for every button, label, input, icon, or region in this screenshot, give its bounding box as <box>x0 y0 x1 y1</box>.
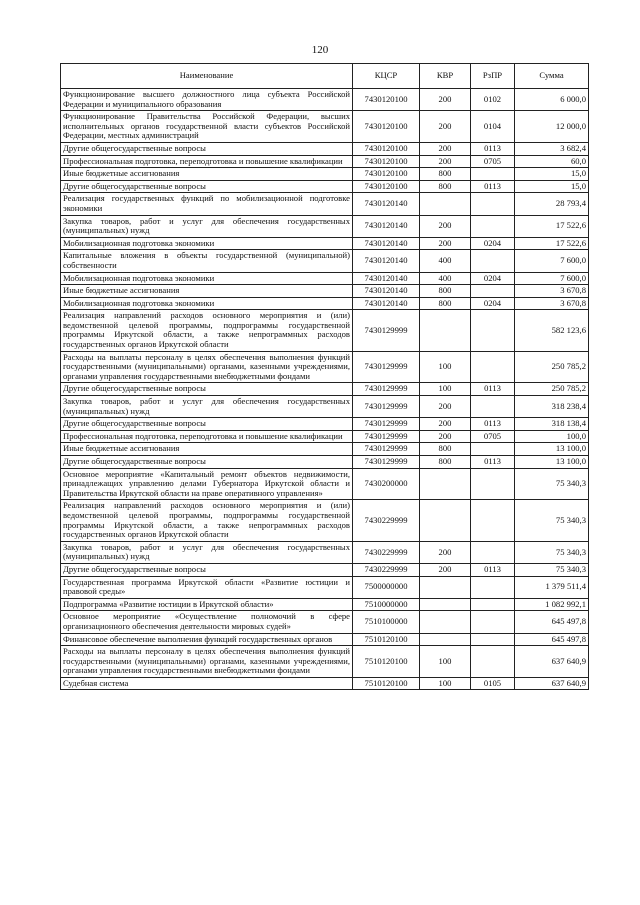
cell-kcsr: 7510120100 <box>353 633 420 646</box>
table-row <box>61 250 589 272</box>
cell-rzpr: 0705 <box>471 155 515 168</box>
table-row <box>61 611 589 633</box>
cell-rzpr <box>471 541 515 563</box>
cell-name: Закупка товаров, работ и услуг для обеспечения государственных (муниципальных) нужд <box>61 541 353 563</box>
cell-kcsr: 7430120140 <box>353 193 420 215</box>
cell-rzpr: 0113 <box>471 418 515 431</box>
cell-name: Расходы на выплаты персоналу в целях обеспечения выполнения функций государственными (муниципальными) органами, казенными учреждениями, органами управления государственными внебюджетными фондами <box>61 351 353 383</box>
cell-kcsr: 7430120100 <box>353 142 420 155</box>
cell-kcsr: 7430120140 <box>353 250 420 272</box>
cell-name: Иные бюджетные ассигнования <box>61 285 353 298</box>
page-number: 120 <box>311 44 329 56</box>
cell-sum: 1 379 511,4 <box>515 576 589 598</box>
table-row <box>61 310 589 351</box>
cell-kvr: 100 <box>420 646 471 678</box>
cell-rzpr: 0113 <box>471 563 515 576</box>
cell-kvr: 800 <box>420 297 471 310</box>
cell-kcsr: 7430120140 <box>353 272 420 285</box>
cell-kcsr: 7510120100 <box>353 646 420 678</box>
cell-name: Мобилизационная подготовка экономики <box>61 297 353 310</box>
cell-kcsr: 7430129999 <box>353 456 420 469</box>
cell-kcsr: 7430120140 <box>353 285 420 298</box>
cell-name: Реализация направлений расходов основного мероприятия и (или) ведомственной целевой программы, подпрограммы государственной программы Иркутской области, а также непрограммных расходов государственных органов Иркутской области <box>61 310 353 351</box>
cell-rzpr <box>471 633 515 646</box>
cell-name: Реализация государственных функций по мобилизационной подготовке экономики <box>61 193 353 215</box>
table-row <box>61 155 589 168</box>
cell-sum: 7 600,0 <box>515 250 589 272</box>
cell-kvr <box>420 310 471 351</box>
table-row <box>61 443 589 456</box>
cell-kcsr: 7430129999 <box>353 443 420 456</box>
cell-sum: 250 785,2 <box>515 351 589 383</box>
cell-kcsr: 7430229999 <box>353 563 420 576</box>
cell-name: Закупка товаров, работ и услуг для обеспечения государственных (муниципальных) нужд <box>61 215 353 237</box>
cell-rzpr: 0113 <box>471 142 515 155</box>
table-row <box>61 418 589 431</box>
cell-sum: 75 340,3 <box>515 541 589 563</box>
cell-kvr: 800 <box>420 443 471 456</box>
cell-sum: 6 000,0 <box>515 89 589 111</box>
cell-sum: 645 497,8 <box>515 611 589 633</box>
cell-rzpr <box>471 646 515 678</box>
table-row <box>61 351 589 383</box>
cell-kcsr: 7430120100 <box>353 155 420 168</box>
cell-kcsr: 7500000000 <box>353 576 420 598</box>
cell-name: Иные бюджетные ассигнования <box>61 168 353 181</box>
cell-kvr <box>420 468 471 500</box>
cell-kcsr: 7430120100 <box>353 111 420 143</box>
cell-kvr: 800 <box>420 285 471 298</box>
cell-rzpr <box>471 250 515 272</box>
table-row <box>61 541 589 563</box>
cell-rzpr <box>471 396 515 418</box>
table-row <box>61 383 589 396</box>
cell-sum: 318 138,4 <box>515 418 589 431</box>
cell-sum: 3 670,8 <box>515 285 589 298</box>
cell-sum: 582 123,6 <box>515 310 589 351</box>
cell-rzpr <box>471 468 515 500</box>
cell-kcsr: 7510100000 <box>353 611 420 633</box>
cell-name: Реализация направлений расходов основного мероприятия и (или) ведомственной целевой программы, подпрограммы государственной программы Иркутской области, а также непрограммных расходов государственных органов Иркутской области <box>61 500 353 541</box>
table-row <box>61 142 589 155</box>
cell-sum: 318 238,4 <box>515 396 589 418</box>
table-row <box>61 633 589 646</box>
cell-sum: 1 082 992,1 <box>515 598 589 611</box>
cell-kcsr: 7510000000 <box>353 598 420 611</box>
cell-kcsr: 7430129999 <box>353 351 420 383</box>
cell-name: Профессиональная подготовка, переподготовка и повышение квалификации <box>61 430 353 443</box>
cell-kvr: 800 <box>420 180 471 193</box>
cell-name: Функционирование высшего должностного лица субъекта Российской Федерации и муниципального образования <box>61 89 353 111</box>
cell-rzpr: 0113 <box>471 180 515 193</box>
cell-sum: 75 340,3 <box>515 500 589 541</box>
cell-name: Государственная программа Иркутской области «Развитие юстиции и правовой среды» <box>61 576 353 598</box>
cell-rzpr <box>471 598 515 611</box>
table-row <box>61 456 589 469</box>
table-row <box>61 677 589 690</box>
cell-rzpr <box>471 611 515 633</box>
cell-kvr <box>420 598 471 611</box>
table-row <box>61 430 589 443</box>
cell-kvr: 200 <box>420 237 471 250</box>
table-row <box>61 297 589 310</box>
table-row <box>61 111 589 143</box>
table-row <box>61 563 589 576</box>
cell-rzpr <box>471 310 515 351</box>
cell-name: Другие общегосударственные вопросы <box>61 142 353 155</box>
table-row <box>61 500 589 541</box>
cell-kvr <box>420 611 471 633</box>
cell-sum: 250 785,2 <box>515 383 589 396</box>
cell-name: Другие общегосударственные вопросы <box>61 383 353 396</box>
cell-kvr <box>420 576 471 598</box>
cell-rzpr: 0113 <box>471 456 515 469</box>
cell-sum: 645 497,8 <box>515 633 589 646</box>
table-row <box>61 468 589 500</box>
cell-kvr: 200 <box>420 396 471 418</box>
column-header-kcsr: КЦСР <box>353 64 420 89</box>
cell-name: Расходы на выплаты персоналу в целях обеспечения выполнения функций государственными (муниципальными) органами, казенными учреждениями, органами управления государственными внебюджетными фондами <box>61 646 353 678</box>
cell-kvr: 200 <box>420 111 471 143</box>
cell-kvr <box>420 193 471 215</box>
cell-kcsr: 7430120100 <box>353 180 420 193</box>
cell-kvr: 100 <box>420 351 471 383</box>
cell-kcsr: 7430129999 <box>353 396 420 418</box>
cell-kvr: 800 <box>420 168 471 181</box>
cell-name: Другие общегосударственные вопросы <box>61 180 353 193</box>
column-header-kvr: КВР <box>420 64 471 89</box>
table-row <box>61 396 589 418</box>
cell-kvr <box>420 500 471 541</box>
cell-sum: 15,0 <box>515 168 589 181</box>
table-row <box>61 193 589 215</box>
cell-rzpr <box>471 576 515 598</box>
column-header-sum: Сумма <box>515 64 589 89</box>
cell-kvr: 400 <box>420 250 471 272</box>
cell-rzpr <box>471 443 515 456</box>
cell-rzpr: 0104 <box>471 111 515 143</box>
cell-sum: 15,0 <box>515 180 589 193</box>
cell-rzpr <box>471 351 515 383</box>
cell-kcsr: 7430229999 <box>353 500 420 541</box>
cell-name: Капитальные вложения в объекты государственной (муниципальной) собственности <box>61 250 353 272</box>
cell-kvr: 200 <box>420 215 471 237</box>
table-row <box>61 598 589 611</box>
cell-kvr <box>420 633 471 646</box>
cell-kcsr: 7430200000 <box>353 468 420 500</box>
cell-sum: 60,0 <box>515 155 589 168</box>
cell-name: Судебная система <box>61 677 353 690</box>
cell-kcsr: 7430229999 <box>353 541 420 563</box>
cell-kcsr: 7510120100 <box>353 677 420 690</box>
cell-kcsr: 7430120100 <box>353 89 420 111</box>
table-row <box>61 237 589 250</box>
cell-sum: 100,0 <box>515 430 589 443</box>
cell-kvr: 100 <box>420 677 471 690</box>
cell-name: Мобилизационная подготовка экономики <box>61 272 353 285</box>
cell-kvr: 200 <box>420 142 471 155</box>
cell-sum: 637 640,9 <box>515 677 589 690</box>
cell-sum: 13 100,0 <box>515 456 589 469</box>
cell-rzpr <box>471 285 515 298</box>
cell-sum: 17 522,6 <box>515 215 589 237</box>
cell-sum: 3 670,8 <box>515 297 589 310</box>
budget-table <box>60 63 589 690</box>
table-row <box>61 89 589 111</box>
cell-rzpr: 0204 <box>471 272 515 285</box>
table-row <box>61 168 589 181</box>
cell-sum: 28 793,4 <box>515 193 589 215</box>
cell-kcsr: 7430120100 <box>353 168 420 181</box>
cell-sum: 637 640,9 <box>515 646 589 678</box>
cell-rzpr <box>471 500 515 541</box>
cell-kvr: 200 <box>420 563 471 576</box>
cell-name: Основное мероприятие «Осуществление полномочий в сфере организационного обеспечения деятельности мировых судей» <box>61 611 353 633</box>
cell-rzpr: 0113 <box>471 383 515 396</box>
cell-sum: 75 340,3 <box>515 468 589 500</box>
table-row <box>61 285 589 298</box>
cell-rzpr: 0204 <box>471 297 515 310</box>
cell-kvr: 200 <box>420 418 471 431</box>
cell-rzpr: 0204 <box>471 237 515 250</box>
cell-name: Другие общегосударственные вопросы <box>61 456 353 469</box>
table-row <box>61 180 589 193</box>
cell-rzpr <box>471 193 515 215</box>
cell-rzpr: 0105 <box>471 677 515 690</box>
cell-kcsr: 7430120140 <box>353 215 420 237</box>
cell-kcsr: 7430120140 <box>353 237 420 250</box>
table-row <box>61 272 589 285</box>
cell-rzpr <box>471 168 515 181</box>
cell-kcsr: 7430129999 <box>353 383 420 396</box>
cell-kvr: 200 <box>420 541 471 563</box>
table-row <box>61 215 589 237</box>
cell-sum: 7 600,0 <box>515 272 589 285</box>
cell-kcsr: 7430129999 <box>353 418 420 431</box>
cell-kvr: 200 <box>420 155 471 168</box>
table-row <box>61 576 589 598</box>
cell-name: Основное мероприятие «Капитальный ремонт объектов недвижимости, принадлежащих управлению делами Губернатора Иркутской области и Правительства Иркутской области на праве оперативного управления» <box>61 468 353 500</box>
cell-kcsr: 7430129999 <box>353 430 420 443</box>
cell-sum: 17 522,6 <box>515 237 589 250</box>
cell-kcsr: 7430129999 <box>353 310 420 351</box>
cell-kvr: 200 <box>420 89 471 111</box>
cell-name: Закупка товаров, работ и услуг для обеспечения государственных (муниципальных) нужд <box>61 396 353 418</box>
cell-kvr: 100 <box>420 383 471 396</box>
cell-name: Иные бюджетные ассигнования <box>61 443 353 456</box>
cell-name: Функционирование Правительства Российской Федерации, высших исполнительных органов государственной власти субъектов Российской Федерации, местных администраций <box>61 111 353 143</box>
column-header-rzpr: РзПР <box>471 64 515 89</box>
cell-sum: 13 100,0 <box>515 443 589 456</box>
table-header-row <box>61 64 589 89</box>
cell-sum: 75 340,3 <box>515 563 589 576</box>
cell-sum: 12 000,0 <box>515 111 589 143</box>
cell-kvr: 800 <box>420 456 471 469</box>
cell-rzpr: 0102 <box>471 89 515 111</box>
cell-name: Подпрограмма «Развитие юстиции в Иркутской области» <box>61 598 353 611</box>
cell-name: Другие общегосударственные вопросы <box>61 418 353 431</box>
cell-kvr: 200 <box>420 430 471 443</box>
cell-rzpr <box>471 215 515 237</box>
cell-name: Финансовое обеспечение выполнения функций государственных органов <box>61 633 353 646</box>
cell-kcsr: 7430120140 <box>353 297 420 310</box>
cell-name: Профессиональная подготовка, переподготовка и повышение квалификации <box>61 155 353 168</box>
cell-name: Другие общегосударственные вопросы <box>61 563 353 576</box>
cell-name: Мобилизационная подготовка экономики <box>61 237 353 250</box>
column-header-name: Наименование <box>61 64 353 89</box>
cell-sum: 3 682,4 <box>515 142 589 155</box>
table-row <box>61 646 589 678</box>
cell-kvr: 400 <box>420 272 471 285</box>
table-body <box>61 89 589 690</box>
cell-rzpr: 0705 <box>471 430 515 443</box>
